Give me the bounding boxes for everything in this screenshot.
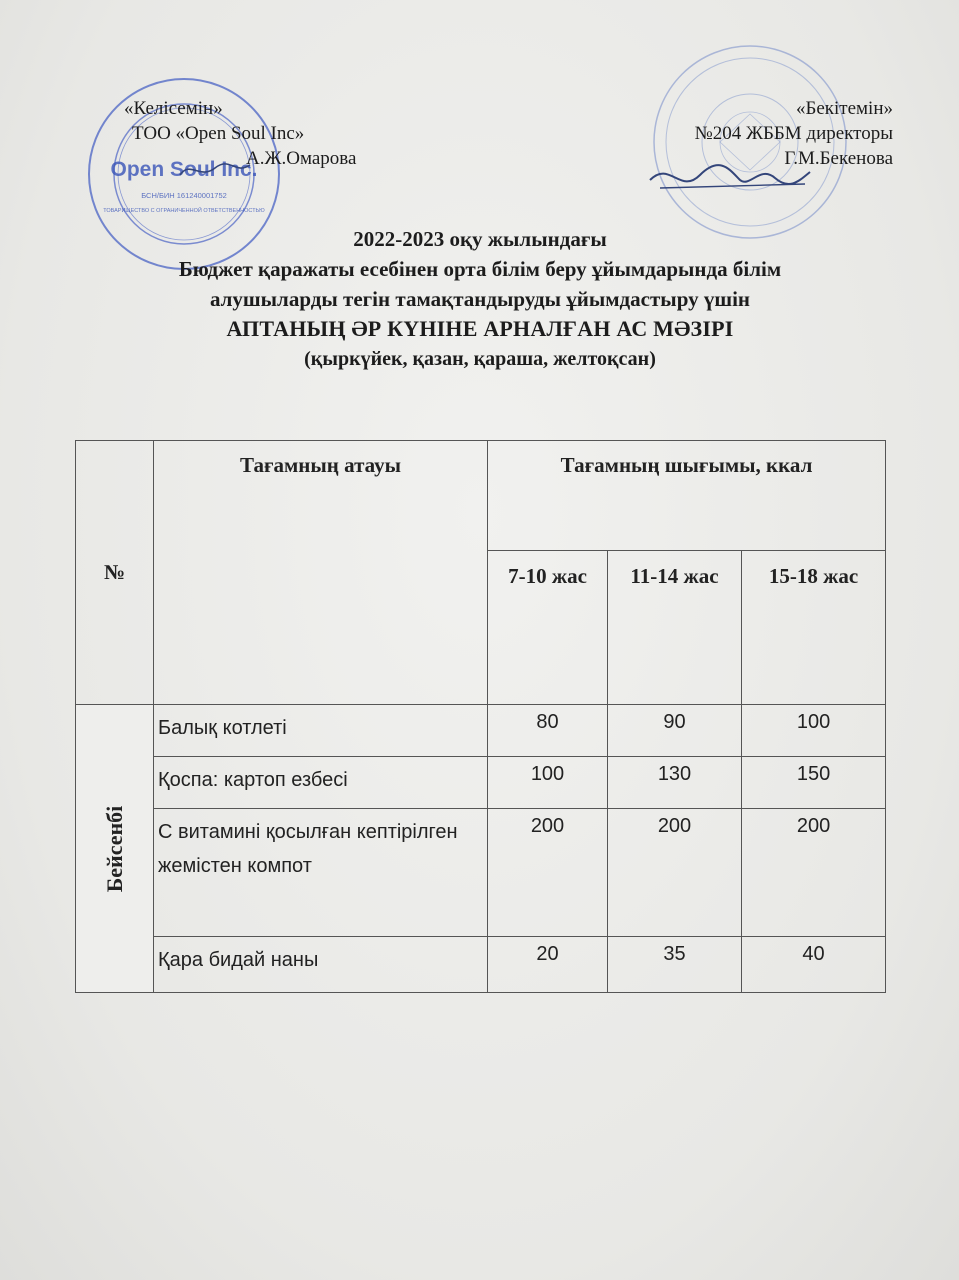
svg-text:ТОВАРИЩЕСТВО С ОГРАНИЧЕННОЙ ОТ: ТОВАРИЩЕСТВО С ОГРАНИЧЕННОЙ ОТВЕТСТВЕННОСТЬЮ — [103, 208, 265, 214]
dish-name: Балық котлеті — [154, 705, 488, 757]
value-7-10: 20 — [488, 937, 608, 993]
dish-name: Қоспа: картоп езбесі — [154, 757, 488, 809]
dish-name: Қара бидай наны — [154, 937, 488, 993]
approval-right — [695, 96, 893, 171]
approval-left-organization: ТОО «Open Soul Inc» — [132, 123, 305, 144]
document-title — [80, 224, 880, 374]
approval-right-position: №204 ЖББМ директоры — [694, 123, 893, 144]
header-age-11-14: 11-14 жас — [608, 551, 742, 705]
value-15-18: 200 — [742, 809, 886, 937]
value-15-18: 150 — [742, 757, 886, 809]
header-number: № — [76, 441, 154, 705]
header-output: Тағамның шығымы, ккал — [488, 441, 886, 551]
menu-table — [75, 440, 886, 993]
table-row — [76, 757, 886, 809]
day-cell — [76, 705, 154, 993]
approval-left — [96, 96, 356, 171]
header-dish-name: Тағамның атауы — [154, 441, 488, 705]
value-7-10: 200 — [488, 809, 608, 937]
approval-left-heading: «Келісемін» — [124, 98, 223, 119]
table-row — [76, 937, 886, 993]
table-row — [76, 705, 886, 757]
day-label: Бейсенбі — [101, 805, 127, 892]
dish-name: С витамині қосылған кептірілген жемістен компот — [154, 809, 488, 937]
approval-left-signatory: А.Ж.Омарова — [246, 148, 357, 169]
header-age-15-18: 15-18 жас — [742, 551, 886, 705]
title-line-3: алушыларды тегін тамақтандыруды ұйымдастыру үшін — [209, 287, 751, 311]
svg-text:БСН/БИН 161240001752: БСН/БИН 161240001752 — [141, 191, 227, 200]
value-15-18: 40 — [742, 937, 886, 993]
value-7-10: 80 — [488, 705, 608, 757]
value-11-14: 200 — [608, 809, 742, 937]
value-11-14: 130 — [608, 757, 742, 809]
title-year: 2022-2023 оқу жылындағы — [353, 227, 607, 251]
value-11-14: 90 — [608, 705, 742, 757]
title-line-2: Бюджет қаражаты есебінен орта білім беру ұйымдарында білім — [178, 257, 782, 281]
title-months: (қыркүйек, қазан, қараша, желтоқсан) — [304, 348, 656, 370]
title-main: АПТАНЫҢ ӘР КҮНІНЕ АРНАЛҒАН АС МӘЗІРІ — [226, 316, 734, 341]
value-15-18: 100 — [742, 705, 886, 757]
value-11-14: 35 — [608, 937, 742, 993]
table-row — [76, 809, 886, 937]
approval-right-heading: «Бекітемін» — [795, 98, 893, 119]
svg-text:Open Soul Inc.: Open Soul Inc. — [110, 158, 258, 181]
approval-right-signatory: Г.М.Бекенова — [784, 148, 893, 169]
value-7-10: 100 — [488, 757, 608, 809]
header-age-7-10: 7-10 жас — [488, 551, 608, 705]
